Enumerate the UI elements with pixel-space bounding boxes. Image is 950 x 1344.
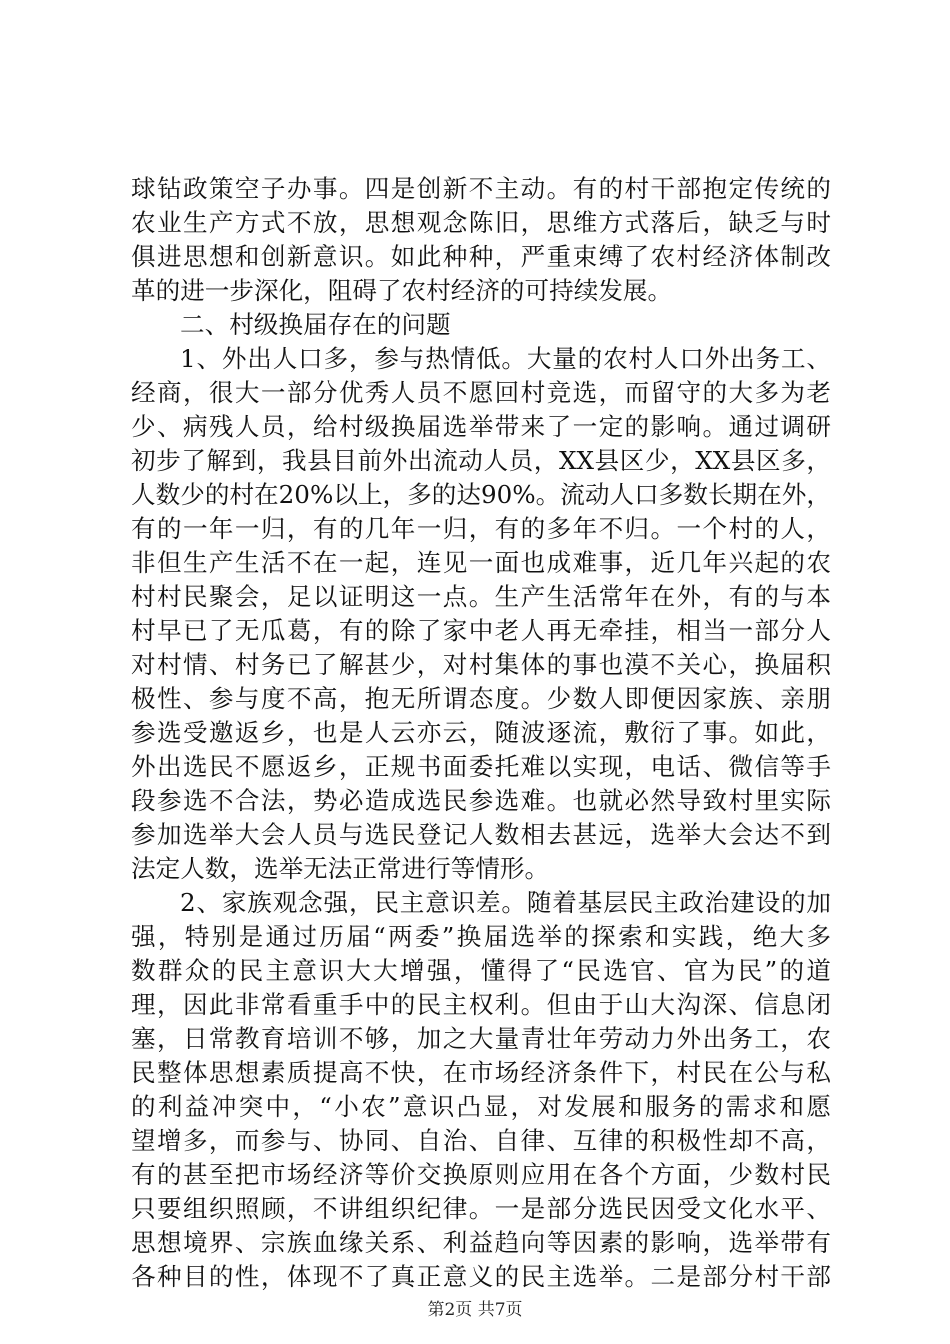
text-line: 有的一年一归，有的几年一归，有的多年不归。一个村的人， [131,514,831,543]
text-line: 强，特别是通过历届“两委”换届选举的探索和实践，绝大多 [131,922,831,951]
text-line: 俱进思想和创新意识。如此种种，严重束缚了农村经济体制改 [131,242,831,271]
text-line: 村早已了无瓜葛，有的除了家中老人再无牵挂，相当一部分人 [131,616,831,645]
paragraph-start: 2、家族观念强，民主意识差。随着基层民主政治建设的加 [180,888,831,917]
text-line: 只要组织照顾，不讲组织纪律。一是部分选民因受文化水平、 [131,1194,831,1223]
text-line: 望增多，而参与、协同、自治、自律、互律的积极性却不高， [131,1126,831,1155]
text-line: 外出选民不愿返乡，正规书面委托难以实现，电话、微信等手 [131,752,831,781]
text-line: 极性、参与度不高，抱无所谓态度。少数人即便因家族、亲朋 [131,684,831,713]
text-line: 理，因此非常看重手中的民主权利。但由于山大沟深、信息闭 [131,990,831,1019]
text-line: 初步了解到，我县目前外出流动人员，XX县区少，XX县区多， [131,446,831,475]
text-line: 村村民聚会，足以证明这一点。生产生活常年在外，有的与本 [131,582,831,611]
text-line: 数群众的民主意识大大增强，懂得了“民选官、官为民”的道 [131,956,831,985]
text-line: 经商，很大一部分优秀人员不愿回村竞选，而留守的大多为老 [131,378,831,407]
text-line: 革的进一步深化，阻碍了农村经济的可持续发展。 [131,276,673,305]
text-line: 对村情、村务已了解甚少，对村集体的事也漠不关心，换届积 [131,650,831,679]
text-line: 有的甚至把市场经济等价交换原则应用在各个方面，少数村民 [131,1160,831,1189]
text-line: 法定人数，选举无法正常进行等情形。 [131,854,550,883]
text-line: 民整体思想素质提高不快，在市场经济条件下，村民在公与私 [131,1058,831,1087]
text-line: 参选受邀返乡，也是人云亦云，随波逐流，敷衍了事。如此， [131,718,831,747]
section-heading: 二、村级换届存在的问题 [180,310,451,339]
text-line: 球钻政策空子办事。四是创新不主动。有的村干部抱定传统的 [131,174,831,203]
text-line: 段参选不合法，势必造成选民参选难。也就必然导致村里实际 [131,786,831,815]
paragraph-start: 1、外出人口多，参与热情低。大量的农村人口外出务工、 [180,344,831,373]
text-line: 思想境界、宗族血缘关系、利益趋向等因素的影响，选举带有 [131,1228,831,1257]
text-line: 的利益冲突中，“小农”意识凸显，对发展和服务的需求和愿 [131,1092,831,1121]
text-line: 人数少的村在20%以上，多的达90%。流动人口多数长期在外， [131,480,831,509]
page-number: 第2页 共7页 [427,1300,523,1320]
text-line: 农业生产方式不放，思想观念陈旧，思维方式落后，缺乏与时 [131,208,831,237]
text-line: 非但生产生活不在一起，连见一面也成难事，近几年兴起的农 [131,548,831,577]
text-line: 各种目的性，体现不了真正意义的民主选举。二是部分村干部 [131,1262,831,1291]
text-line: 参加选举大会人员与选民登记人数相去甚远，选举大会达不到 [131,820,831,849]
text-line: 塞，日常教育培训不够，加之大量青壮年劳动力外出务工，农 [131,1024,831,1053]
text-line: 少、病残人员，给村级换届选举带来了一定的影响。通过调研 [131,412,831,441]
